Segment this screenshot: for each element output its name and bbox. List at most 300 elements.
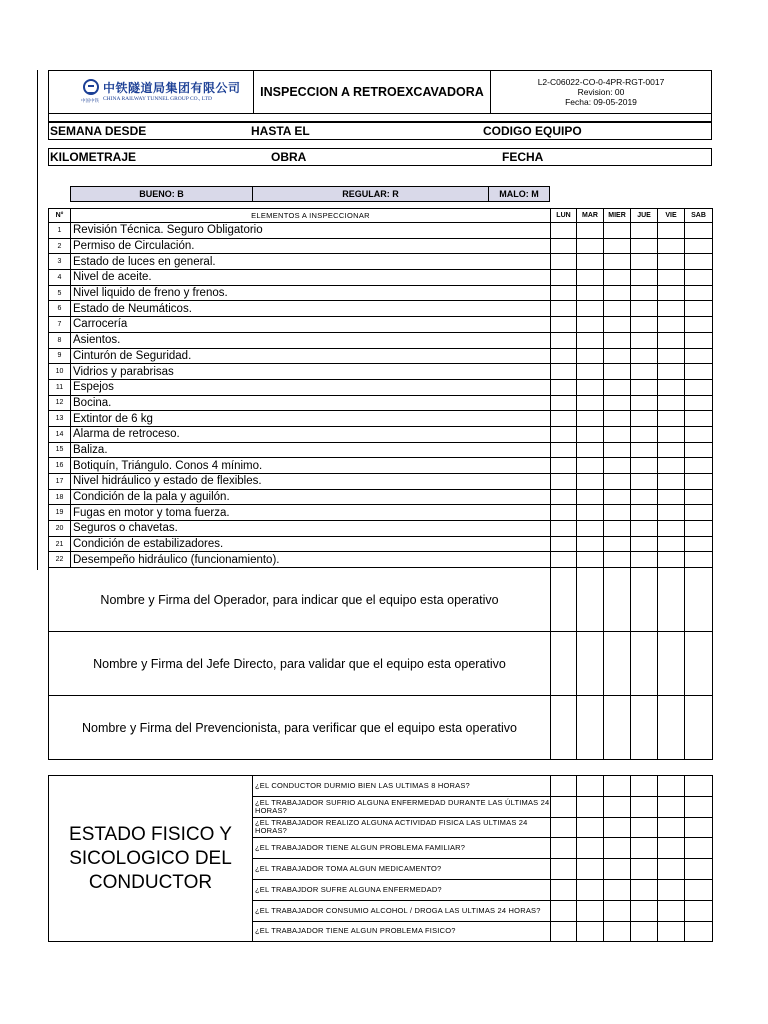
item-description: Carrocería <box>71 317 551 333</box>
health-day-cell[interactable] <box>658 817 685 838</box>
day-check-cell[interactable] <box>685 223 713 239</box>
document-revision: Revision: 00 <box>577 87 625 97</box>
inspection-row <box>49 285 713 301</box>
logo-english-name: CHINA RAILWAY TUNNEL GROUP CO., LTD <box>103 96 212 102</box>
document-code-block <box>491 71 711 113</box>
day-check-cell[interactable] <box>631 364 658 380</box>
day-check-cell[interactable] <box>577 364 604 380</box>
day-check-cell[interactable] <box>551 442 577 458</box>
day-check-cell[interactable] <box>604 395 631 411</box>
health-day-cell[interactable] <box>658 796 685 817</box>
day-check-cell[interactable] <box>577 442 604 458</box>
day-check-cell[interactable] <box>577 332 604 348</box>
day-check-cell[interactable] <box>604 489 631 505</box>
health-day-cell[interactable] <box>631 879 658 900</box>
day-check-cell[interactable] <box>551 285 577 301</box>
obra-label: OBRA <box>271 150 307 164</box>
inspection-table-header <box>49 209 713 223</box>
signature-row <box>49 568 713 632</box>
day-check-cell[interactable] <box>685 238 713 254</box>
health-question: ¿EL TRABAJADOR TIENE ALGUN PROBLEMA FAMILIAR? <box>253 838 551 859</box>
day-check-cell[interactable] <box>604 411 631 427</box>
legend-bueno: BUENO: B <box>71 187 253 201</box>
day-check-cell[interactable] <box>658 364 685 380</box>
logo-small-text: 中国中铁 <box>81 98 99 103</box>
health-day-cell[interactable] <box>604 900 631 921</box>
day-check-cell[interactable] <box>577 552 604 568</box>
item-description: Estado de luces en general. <box>71 254 551 270</box>
day-check-cell[interactable] <box>631 348 658 364</box>
inspection-row <box>49 489 713 505</box>
day-check-cell[interactable] <box>551 379 577 395</box>
inspection-row <box>49 238 713 254</box>
day-check-cell[interactable] <box>577 458 604 474</box>
health-day-cell[interactable] <box>658 879 685 900</box>
day-check-cell[interactable] <box>604 317 631 333</box>
item-number: 6 <box>49 301 71 317</box>
day-check-cell[interactable] <box>551 270 577 286</box>
health-day-cell[interactable] <box>685 817 713 838</box>
health-day-cell[interactable] <box>577 900 604 921</box>
signature-day-cell[interactable] <box>551 568 577 632</box>
day-check-cell[interactable] <box>577 395 604 411</box>
health-title-line: SICOLOGICO DEL <box>69 847 232 869</box>
inspection-row <box>49 411 713 427</box>
day-check-cell[interactable] <box>551 364 577 380</box>
day-check-cell[interactable] <box>577 426 604 442</box>
item-description: Baliza. <box>71 442 551 458</box>
health-day-cell[interactable] <box>577 921 604 942</box>
day-check-cell[interactable] <box>551 521 577 537</box>
day-check-cell[interactable] <box>577 270 604 286</box>
health-day-cell[interactable] <box>551 921 577 942</box>
health-day-cell[interactable] <box>685 796 713 817</box>
day-check-cell[interactable] <box>658 301 685 317</box>
day-check-cell[interactable] <box>658 379 685 395</box>
day-check-cell[interactable] <box>604 552 631 568</box>
health-day-cell[interactable] <box>577 879 604 900</box>
document-title: INSPECCION A RETROEXCAVADORA <box>254 71 491 113</box>
item-number: 11 <box>49 379 71 395</box>
signature-day-cell[interactable] <box>577 568 604 632</box>
item-description: Cinturón de Seguridad. <box>71 348 551 364</box>
inspection-row <box>49 379 713 395</box>
day-check-cell[interactable] <box>551 458 577 474</box>
document-code: L2-C06022-CO-0-4PR-RGT-0017 <box>537 77 665 87</box>
inspection-row <box>49 395 713 411</box>
day-check-cell[interactable] <box>631 426 658 442</box>
item-description: Nivel hidráulico y estado de flexibles. <box>71 474 551 490</box>
item-number: 22 <box>49 552 71 568</box>
day-check-cell[interactable] <box>658 552 685 568</box>
health-day-cell[interactable] <box>604 879 631 900</box>
health-day-cell[interactable] <box>685 838 713 859</box>
day-check-cell[interactable] <box>551 552 577 568</box>
day-check-cell[interactable] <box>604 442 631 458</box>
day-check-cell[interactable] <box>685 395 713 411</box>
signature-day-cell[interactable] <box>551 696 577 760</box>
health-question: ¿EL TRABAJADOR TOMA ALGUN MEDICAMENTO? <box>253 859 551 880</box>
day-check-cell[interactable] <box>658 348 685 364</box>
day-check-cell[interactable] <box>631 411 658 427</box>
km-info-band <box>48 148 712 166</box>
item-number: 19 <box>49 505 71 521</box>
day-check-cell[interactable] <box>631 505 658 521</box>
day-check-cell[interactable] <box>551 426 577 442</box>
signature-day-cell[interactable] <box>604 696 631 760</box>
day-check-cell[interactable] <box>631 285 658 301</box>
item-number: 8 <box>49 332 71 348</box>
health-day-cell[interactable] <box>551 859 577 880</box>
signature-day-cell[interactable] <box>577 632 604 696</box>
item-number: 14 <box>49 426 71 442</box>
day-check-cell[interactable] <box>604 223 631 239</box>
item-description: Espejos <box>71 379 551 395</box>
item-number: 4 <box>49 270 71 286</box>
day-check-cell[interactable] <box>577 411 604 427</box>
item-number: 12 <box>49 395 71 411</box>
day-check-cell[interactable] <box>604 238 631 254</box>
signature-day-cell[interactable] <box>631 632 658 696</box>
day-header-lun: LUN <box>551 209 577 223</box>
day-check-cell[interactable] <box>577 254 604 270</box>
health-day-cell[interactable] <box>604 859 631 880</box>
day-check-cell[interactable] <box>604 301 631 317</box>
signature-day-cell[interactable] <box>685 568 713 632</box>
day-check-cell[interactable] <box>685 317 713 333</box>
day-check-cell[interactable] <box>658 458 685 474</box>
item-description: Desempeño hidráulico (funcionamiento). <box>71 552 551 568</box>
inspection-row <box>49 364 713 380</box>
document-date: Fecha: 09-05-2019 <box>565 97 637 107</box>
day-check-cell[interactable] <box>685 348 713 364</box>
day-check-cell[interactable] <box>658 238 685 254</box>
day-check-cell[interactable] <box>631 332 658 348</box>
day-check-cell[interactable] <box>658 474 685 490</box>
day-header-jue: JUE <box>631 209 658 223</box>
day-check-cell[interactable] <box>658 254 685 270</box>
day-check-cell[interactable] <box>658 223 685 239</box>
health-day-cell[interactable] <box>631 900 658 921</box>
inspection-table <box>48 208 713 760</box>
signature-day-cell[interactable] <box>551 632 577 696</box>
day-check-cell[interactable] <box>685 552 713 568</box>
day-check-cell[interactable] <box>604 285 631 301</box>
signature-day-cell[interactable] <box>658 632 685 696</box>
health-question-row <box>49 776 713 797</box>
item-description: Permiso de Circulación. <box>71 238 551 254</box>
day-check-cell[interactable] <box>631 442 658 458</box>
day-check-cell[interactable] <box>604 348 631 364</box>
health-question: ¿EL CONDUCTOR DURMIO BIEN LAS ULTIMAS 8 HORAS? <box>253 776 551 797</box>
item-number: 21 <box>49 536 71 552</box>
health-day-cell[interactable] <box>604 921 631 942</box>
health-day-cell[interactable] <box>604 776 631 797</box>
day-check-cell[interactable] <box>604 505 631 521</box>
fecha-label: FECHA <box>502 150 544 164</box>
health-day-cell[interactable] <box>577 859 604 880</box>
health-day-cell[interactable] <box>631 796 658 817</box>
day-check-cell[interactable] <box>631 301 658 317</box>
day-check-cell[interactable] <box>551 223 577 239</box>
day-check-cell[interactable] <box>658 505 685 521</box>
day-check-cell[interactable] <box>631 521 658 537</box>
item-description: Condición de la pala y aguilón. <box>71 489 551 505</box>
health-day-cell[interactable] <box>551 838 577 859</box>
health-day-cell[interactable] <box>631 838 658 859</box>
day-header-vie: VIE <box>658 209 685 223</box>
day-check-cell[interactable] <box>685 411 713 427</box>
health-day-cell[interactable] <box>658 900 685 921</box>
day-check-cell[interactable] <box>631 254 658 270</box>
health-day-cell[interactable] <box>551 796 577 817</box>
day-check-cell[interactable] <box>685 270 713 286</box>
health-section-title <box>49 776 253 942</box>
health-day-cell[interactable] <box>631 817 658 838</box>
health-day-cell[interactable] <box>685 879 713 900</box>
day-check-cell[interactable] <box>685 474 713 490</box>
inspection-row <box>49 301 713 317</box>
health-title-line: CONDUCTOR <box>88 871 213 893</box>
item-number: 1 <box>49 223 71 239</box>
day-check-cell[interactable] <box>604 270 631 286</box>
day-check-cell[interactable] <box>604 536 631 552</box>
inspection-row <box>49 552 713 568</box>
codigo-equipo-label: CODIGO EQUIPO <box>483 124 582 138</box>
day-check-cell[interactable] <box>631 238 658 254</box>
health-title-line: ESTADO FISICO Y <box>69 823 232 845</box>
day-check-cell[interactable] <box>658 442 685 458</box>
kilometraje-label: KILOMETRAJE <box>50 150 137 164</box>
day-check-cell[interactable] <box>685 505 713 521</box>
health-section-table <box>48 775 713 942</box>
day-check-cell[interactable] <box>604 332 631 348</box>
health-day-cell[interactable] <box>604 796 631 817</box>
signature-label: Nombre y Firma del Prevencionista, para verificar que el equipo esta operativo <box>49 696 551 760</box>
company-logo-icon <box>83 79 99 95</box>
inspection-row <box>49 348 713 364</box>
logo-chinese-name: 中铁隧道局集团有限公司 <box>103 81 241 95</box>
health-question: ¿EL TRABAJADOR REALIZO ALGUNA ACTIVIDAD FISICA LAS ULTIMAS 24 HORAS? <box>253 817 551 838</box>
day-check-cell[interactable] <box>577 474 604 490</box>
day-check-cell[interactable] <box>631 379 658 395</box>
signature-label: Nombre y Firma del Operador, para indicar que el equipo esta operativo <box>49 568 551 632</box>
health-question: ¿EL TRABAJADOR SUFRIO ALGUNA ENFERMEDAD DURANTE LAS ÚLTIMAS 24 HORAS? <box>253 796 551 817</box>
health-day-cell[interactable] <box>658 838 685 859</box>
day-check-cell[interactable] <box>604 458 631 474</box>
health-day-cell[interactable] <box>577 796 604 817</box>
signature-day-cell[interactable] <box>631 696 658 760</box>
day-check-cell[interactable] <box>551 474 577 490</box>
health-day-cell[interactable] <box>551 776 577 797</box>
health-day-cell[interactable] <box>604 838 631 859</box>
day-check-cell[interactable] <box>658 426 685 442</box>
signature-day-cell[interactable] <box>685 632 713 696</box>
day-check-cell[interactable] <box>658 536 685 552</box>
day-header-sab: SAB <box>685 209 713 223</box>
day-check-cell[interactable] <box>551 395 577 411</box>
signature-row <box>49 632 713 696</box>
day-check-cell[interactable] <box>685 458 713 474</box>
day-check-cell[interactable] <box>577 301 604 317</box>
day-check-cell[interactable] <box>551 238 577 254</box>
inspection-row <box>49 505 713 521</box>
health-day-cell[interactable] <box>551 817 577 838</box>
health-day-cell[interactable] <box>685 776 713 797</box>
health-day-cell[interactable] <box>577 817 604 838</box>
day-check-cell[interactable] <box>685 489 713 505</box>
item-number: 16 <box>49 458 71 474</box>
day-check-cell[interactable] <box>604 426 631 442</box>
day-check-cell[interactable] <box>577 317 604 333</box>
day-check-cell[interactable] <box>577 285 604 301</box>
item-description: Fugas en motor y toma fuerza. <box>71 505 551 521</box>
day-check-cell[interactable] <box>604 521 631 537</box>
inspection-row <box>49 521 713 537</box>
signature-day-cell[interactable] <box>631 568 658 632</box>
item-number: 17 <box>49 474 71 490</box>
rating-legend <box>70 186 550 202</box>
day-check-cell[interactable] <box>551 254 577 270</box>
week-info-band <box>48 122 712 140</box>
day-check-cell[interactable] <box>658 270 685 286</box>
signature-day-cell[interactable] <box>577 696 604 760</box>
health-day-cell[interactable] <box>577 838 604 859</box>
day-check-cell[interactable] <box>685 426 713 442</box>
day-check-cell[interactable] <box>604 254 631 270</box>
health-day-cell[interactable] <box>631 921 658 942</box>
day-check-cell[interactable] <box>577 536 604 552</box>
day-header-mier: MIER <box>604 209 631 223</box>
item-description: Extintor de 6 kg <box>71 411 551 427</box>
day-check-cell[interactable] <box>685 442 713 458</box>
signature-day-cell[interactable] <box>658 568 685 632</box>
health-day-cell[interactable] <box>631 776 658 797</box>
day-check-cell[interactable] <box>551 348 577 364</box>
day-check-cell[interactable] <box>658 395 685 411</box>
health-day-cell[interactable] <box>577 776 604 797</box>
day-check-cell[interactable] <box>577 348 604 364</box>
num-column-header: N° <box>49 209 71 223</box>
item-description: Estado de Neumáticos. <box>71 301 551 317</box>
item-description: Bocina. <box>71 395 551 411</box>
day-check-cell[interactable] <box>577 521 604 537</box>
health-day-cell[interactable] <box>631 859 658 880</box>
day-check-cell[interactable] <box>658 489 685 505</box>
day-check-cell[interactable] <box>685 521 713 537</box>
inspection-row <box>49 474 713 490</box>
day-check-cell[interactable] <box>631 552 658 568</box>
company-logo <box>49 71 254 113</box>
day-check-cell[interactable] <box>658 317 685 333</box>
item-description: Asientos. <box>71 332 551 348</box>
day-check-cell[interactable] <box>685 285 713 301</box>
hasta-el-label: HASTA EL <box>251 124 310 138</box>
day-check-cell[interactable] <box>685 364 713 380</box>
day-check-cell[interactable] <box>631 536 658 552</box>
day-check-cell[interactable] <box>551 317 577 333</box>
signature-day-cell[interactable] <box>658 696 685 760</box>
inspection-row <box>49 317 713 333</box>
day-check-cell[interactable] <box>551 505 577 521</box>
health-day-cell[interactable] <box>658 776 685 797</box>
inspection-row <box>49 223 713 239</box>
item-description: Nivel liquido de freno y frenos. <box>71 285 551 301</box>
health-day-cell[interactable] <box>685 859 713 880</box>
day-check-cell[interactable] <box>685 379 713 395</box>
day-check-cell[interactable] <box>631 395 658 411</box>
health-day-cell[interactable] <box>551 900 577 921</box>
day-check-cell[interactable] <box>551 411 577 427</box>
inspection-row <box>49 536 713 552</box>
day-check-cell[interactable] <box>577 489 604 505</box>
day-check-cell[interactable] <box>577 505 604 521</box>
signature-day-cell[interactable] <box>604 632 631 696</box>
day-check-cell[interactable] <box>631 489 658 505</box>
day-check-cell[interactable] <box>685 301 713 317</box>
item-number: 10 <box>49 364 71 380</box>
signature-day-cell[interactable] <box>685 696 713 760</box>
health-day-cell[interactable] <box>658 921 685 942</box>
inspection-row <box>49 442 713 458</box>
health-day-cell[interactable] <box>685 900 713 921</box>
day-check-cell[interactable] <box>631 223 658 239</box>
day-check-cell[interactable] <box>631 474 658 490</box>
day-check-cell[interactable] <box>577 379 604 395</box>
signature-row <box>49 696 713 760</box>
day-check-cell[interactable] <box>685 332 713 348</box>
health-day-cell[interactable] <box>551 879 577 900</box>
signature-day-cell[interactable] <box>604 568 631 632</box>
day-check-cell[interactable] <box>631 317 658 333</box>
left-margin-line <box>37 70 38 570</box>
day-check-cell[interactable] <box>631 270 658 286</box>
day-check-cell[interactable] <box>604 474 631 490</box>
health-day-cell[interactable] <box>685 921 713 942</box>
item-description: Botiquín, Triángulo. Conos 4 mínimo. <box>71 458 551 474</box>
health-day-cell[interactable] <box>604 817 631 838</box>
day-check-cell[interactable] <box>604 379 631 395</box>
day-check-cell[interactable] <box>658 521 685 537</box>
day-check-cell[interactable] <box>551 301 577 317</box>
day-check-cell[interactable] <box>551 489 577 505</box>
day-check-cell[interactable] <box>551 332 577 348</box>
day-check-cell[interactable] <box>631 458 658 474</box>
legend-regular: REGULAR: R <box>253 187 489 201</box>
signature-label: Nombre y Firma del Jefe Directo, para validar que el equipo esta operativo <box>49 632 551 696</box>
document-header <box>48 70 712 114</box>
item-number: 2 <box>49 238 71 254</box>
item-description: Nivel de aceite. <box>71 270 551 286</box>
day-check-cell[interactable] <box>658 411 685 427</box>
day-check-cell[interactable] <box>551 536 577 552</box>
day-check-cell[interactable] <box>685 254 713 270</box>
health-day-cell[interactable] <box>658 859 685 880</box>
item-number: 7 <box>49 317 71 333</box>
day-check-cell[interactable] <box>658 285 685 301</box>
inspection-row <box>49 270 713 286</box>
day-check-cell[interactable] <box>658 332 685 348</box>
item-number: 5 <box>49 285 71 301</box>
inspection-row <box>49 426 713 442</box>
item-description: Condición de estabilizadores. <box>71 536 551 552</box>
day-check-cell[interactable] <box>577 238 604 254</box>
day-check-cell[interactable] <box>577 223 604 239</box>
day-check-cell[interactable] <box>685 536 713 552</box>
day-check-cell[interactable] <box>604 364 631 380</box>
health-question: ¿EL TRABAJADOR TIENE ALGUN PROBLEMA FISICO? <box>253 921 551 942</box>
item-number: 20 <box>49 521 71 537</box>
